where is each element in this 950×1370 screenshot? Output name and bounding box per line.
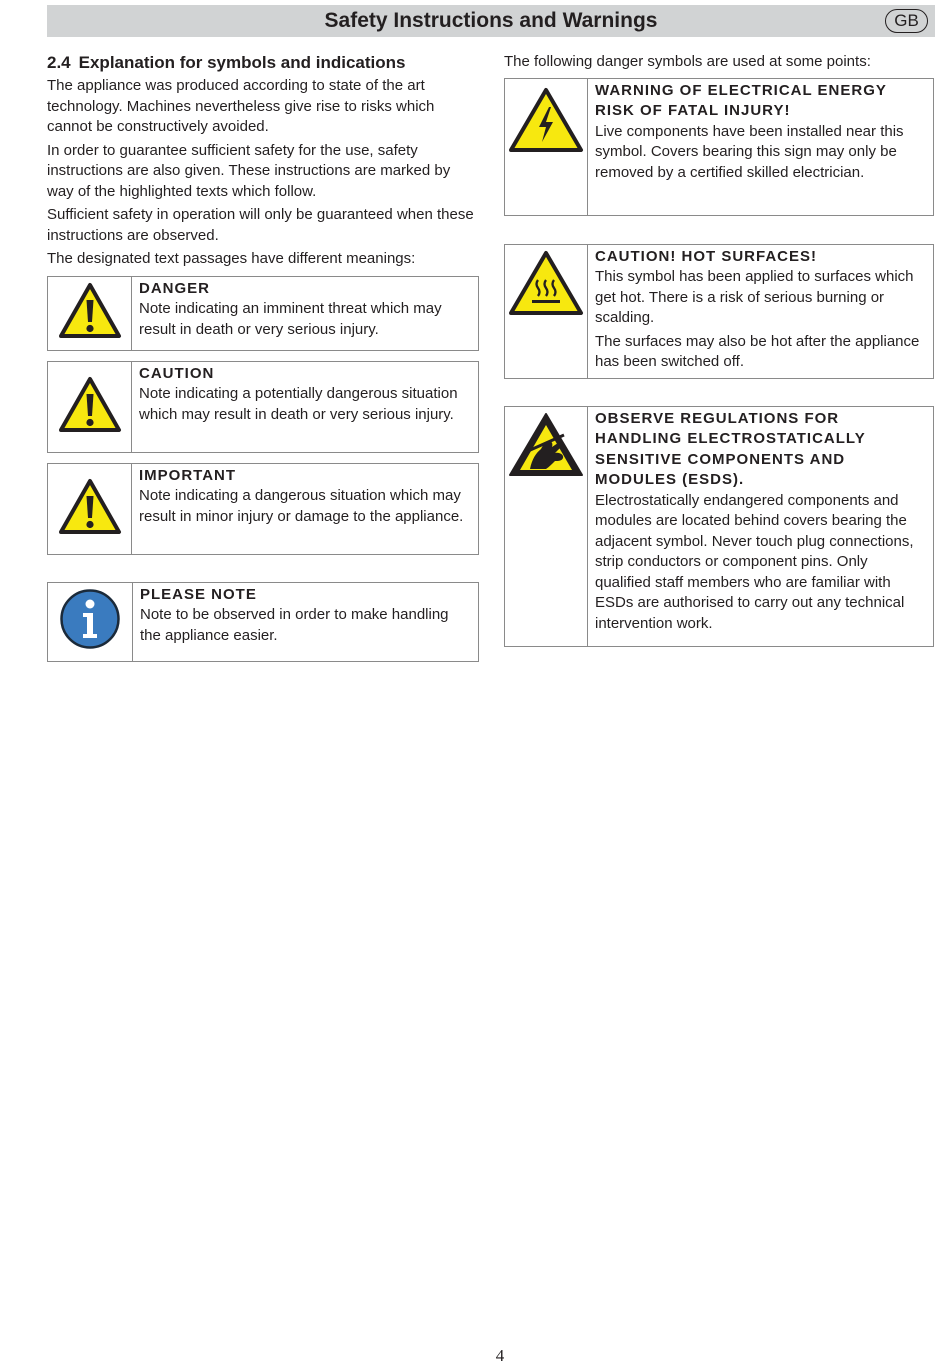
right-column	[504, 52, 934, 647]
box-text: Note indicating an imminent threat which may result in death or very serious injury.	[139, 300, 442, 338]
danger-box	[47, 276, 479, 351]
box-text: Note to be observed in order to make handling the appliance easier.	[140, 606, 449, 644]
box-title: CAUTION! HOT SURFACES!	[595, 247, 817, 265]
section-number: 2.4	[47, 53, 71, 72]
caution-box	[47, 361, 479, 453]
icon-cell	[505, 79, 588, 215]
icon-cell	[48, 464, 132, 554]
paragraph: Sufficient safety in operation will only be guaranteed when these instructions are observed.	[47, 206, 474, 244]
box-title: CAUTION	[139, 364, 215, 382]
box-title: IMPORTANT	[139, 466, 237, 484]
icon-cell	[505, 407, 588, 646]
warning-triangle-icon	[58, 282, 122, 344]
section-heading	[47, 52, 479, 74]
esd-box	[504, 406, 934, 647]
hot-surface-icon	[508, 250, 584, 321]
electrical-warning-box	[504, 78, 934, 216]
box-title: DANGER	[139, 279, 211, 297]
text-cell	[132, 464, 478, 554]
hot-surface-box	[504, 244, 934, 379]
section-title: Explanation for symbols and indications	[78, 53, 406, 72]
text-cell	[133, 583, 478, 661]
page-header	[47, 5, 935, 37]
esd-icon	[508, 411, 584, 482]
warning-triangle-icon	[58, 376, 122, 438]
icon-cell	[48, 362, 132, 452]
text-cell	[588, 245, 933, 378]
page-title: Safety Instructions and Warnings	[324, 9, 658, 32]
please-note-box	[47, 582, 479, 662]
icon-cell	[48, 583, 133, 661]
box-title: WARNING OF ELECTRICAL ENERGY RISK OF FATAL INJURY!	[595, 81, 887, 119]
box-text: Live components have been installed near this symbol. Covers bearing this sign may only be removed by a certified skilled electrician.	[595, 122, 904, 181]
text-cell	[132, 277, 478, 350]
icon-cell	[48, 277, 132, 350]
paragraph: The designated text passages have different meanings:	[47, 250, 416, 267]
intro-text: The following danger symbols are used at some points:	[504, 53, 871, 70]
icon-cell	[505, 245, 588, 378]
important-box	[47, 463, 479, 555]
box-text: Note indicating a dangerous situation which may result in minor injury or damage to the appliance.	[139, 487, 464, 525]
warning-triangle-icon	[58, 478, 122, 540]
electrical-hazard-icon	[508, 87, 584, 158]
box-text: This symbol has been applied to surfaces which get hot. There is a risk of serious burning or scalding.	[595, 268, 914, 326]
left-column	[47, 52, 479, 662]
box-text: Note indicating a potentially dangerous situation which may result in death or very serious injury.	[139, 385, 458, 423]
text-cell	[132, 362, 478, 452]
box-title: OBSERVE REGULATIONS FOR HANDLING ELECTROSTATICALLY SENSITIVE COMPONENTS AND MODULES (ESDS).	[595, 409, 866, 488]
paragraph: The appliance was produced according to state of the art technology. Machines nevertheless give rise to risks which cannot be constructively avoided.	[47, 77, 435, 135]
box-title: PLEASE NOTE	[140, 585, 257, 603]
paragraph: In order to guarantee sufficient safety for the use, safety instructions are also given. These instructions are marked by way of the highlighted texts which follow.	[47, 141, 451, 200]
box-text: Electrostatically endangered components and modules are located behind covers bearing the adjacent symbol. Never touch plug connections, strip conductors or component pins. Only qualified staff members who are familiar with ESDs are authorised to carry out any technical intervention work.	[595, 491, 914, 632]
text-cell	[588, 79, 933, 215]
box-text: The surfaces may also be hot after the appliance has been switched off.	[595, 332, 920, 370]
language-badge: GB	[885, 9, 928, 33]
info-icon	[59, 588, 121, 655]
page-number: 4	[495, 1346, 505, 1365]
text-cell	[588, 407, 933, 646]
